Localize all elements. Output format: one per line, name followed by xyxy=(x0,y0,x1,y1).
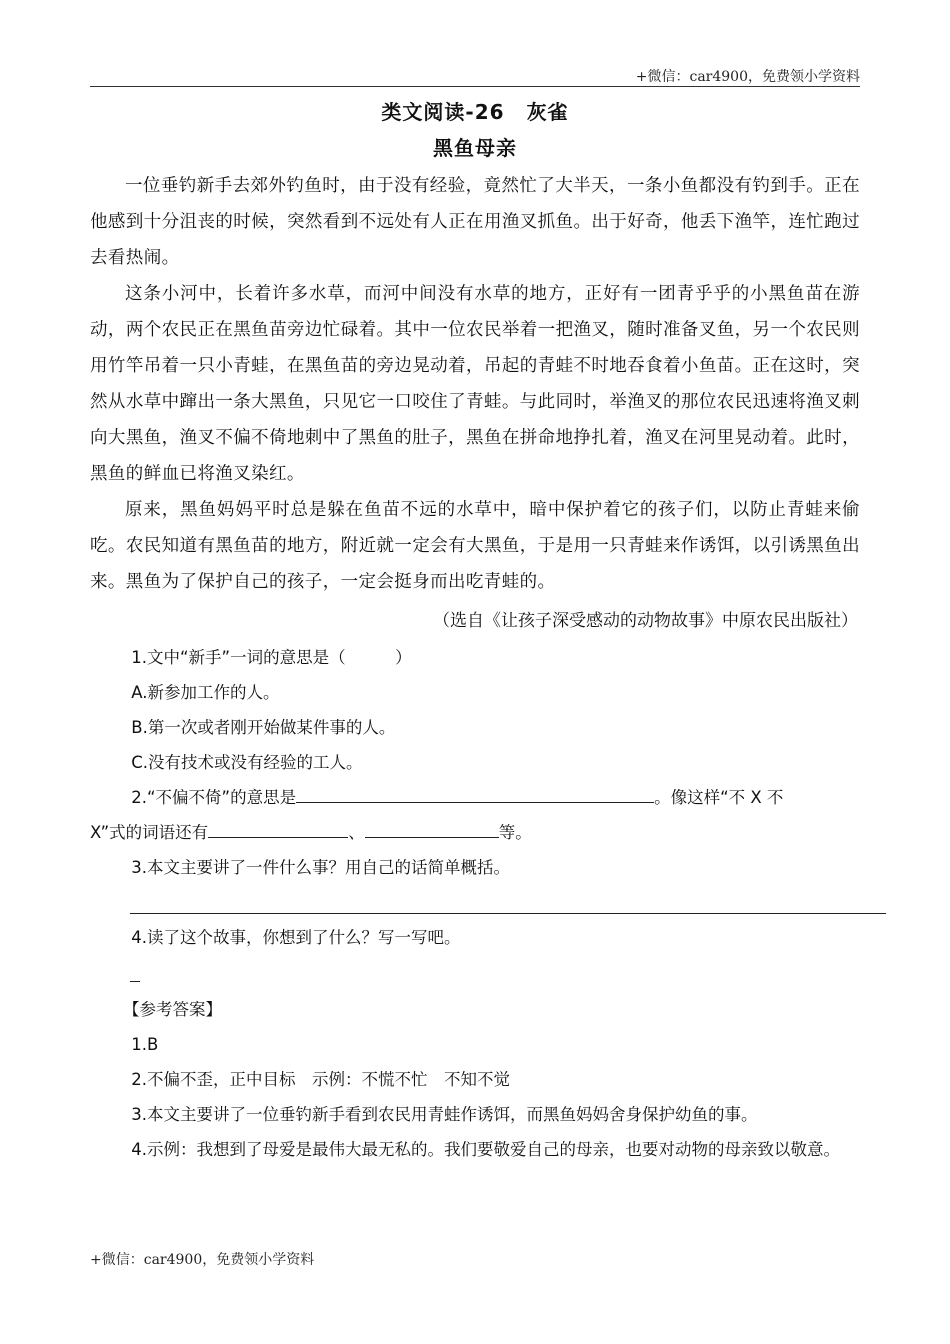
title-main: 类文阅读-26 xyxy=(381,100,505,124)
question-2-text-cont: 。像这样“不 X 不 xyxy=(654,788,784,807)
question-2-end: 等。 xyxy=(498,823,532,842)
answer-4: 4.示例：我想到了母爱是最伟大最无私的。我们要敬爱自己的母亲，也要对动物的母亲致以敬意。 xyxy=(131,1140,840,1159)
story-paragraph: 这条小河中，长着许多水草，而河中间没有水草的地方，正好有一团青乎乎的小黑鱼苗在游动，两个农民正在黑鱼苗旁边忙碌着。其中一位农民举着一把渔叉，随时准备叉鱼，另一个农民则用竹竿吊着一只小青蛙，在黑鱼苗的旁边晃动着，吊起的青蛙不时地吞食着小鱼苗。正在这时，突然从水草中蹿出一条大黑鱼，只见它一口咬住了青蛙。与此同时，举渔叉的那位农民迅速将渔叉刺向大黑鱼，渔叉不偏不倚地刺中了黑鱼的肚子，黑鱼在拼命地挣扎着，渔叉在河里晃动着。此时，黑鱼的鲜血已将渔叉染红。 xyxy=(90,284,860,484)
story-paragraph: 原来，黑鱼妈妈平时总是躲在鱼苗不远的水草中，暗中保护着它的孩子们，以防止青蛙来偷吃。农民知道有黑鱼苗的地方，附近就一定会有大黑鱼，于是用一只青蛙来作诱饵，以引诱黑鱼出来。黑鱼为了保护自己的孩子，一定会挺身而出吃青蛙的。 xyxy=(90,500,860,592)
question-1-option-b: B.第一次或者刚开始做某件事的人。 xyxy=(131,718,396,737)
title-sub: 灰雀 xyxy=(526,100,569,124)
question-4: 4.读了这个故事，你想到了什么？写一写吧。 xyxy=(131,928,461,947)
question-2-line-2 xyxy=(90,815,860,850)
header-watermark-note: +微信：car4900，免费领小学资料 xyxy=(635,69,860,85)
page-title xyxy=(0,96,950,125)
story-source: （选自《让孩子深受感动的动物故事》中原农民出版社） xyxy=(433,611,858,631)
footer-watermark-note: +微信：car4900，免费领小学资料 xyxy=(90,1252,315,1268)
answer-line-q4[interactable] xyxy=(130,955,140,982)
answer-3: 3.本文主要讲了一位垂钓新手看到农民用青蛙作诱饵，而黑鱼妈妈舍身保护幼鱼的事。 xyxy=(131,1105,758,1124)
question-1: 1.文中“新手”一词的意思是（ ） xyxy=(131,648,412,667)
story-body xyxy=(90,168,860,600)
answer-2: 2.不偏不歪，正中目标 示例：不慌不忙 不知不觉 xyxy=(131,1070,510,1089)
answer-blank-meaning[interactable] xyxy=(296,780,654,803)
question-2-separator: 、 xyxy=(348,823,365,842)
story-paragraph: 一位垂钓新手去郊外钓鱼时，由于没有经验，竟然忙了大半天，一条小鱼都没有钓到手。正在他感到十分沮丧的时候，突然看到不远处有人正在用渔叉抓鱼。出于好奇，他丢下渔竿，连忙跑过去看热闹。 xyxy=(90,176,860,268)
question-2-text: 2.“不偏不倚”的意思是 xyxy=(131,788,297,807)
question-3: 3.本文主要讲了一件什么事？用自己的话简单概括。 xyxy=(131,858,510,877)
answers-heading: 【参考答案】 xyxy=(123,1000,222,1019)
question-2-text: X”式的词语还有 xyxy=(90,823,209,842)
story-title: 黑鱼母亲 xyxy=(433,136,517,160)
answer-blank-word-1[interactable] xyxy=(208,815,348,838)
header-divider xyxy=(90,86,860,87)
question-2-line-1 xyxy=(90,780,860,815)
question-1-option-a: A.新参加工作的人。 xyxy=(131,683,280,702)
question-1-option-c: C.没有技术或没有经验的工人。 xyxy=(131,753,363,772)
answer-line-q3[interactable] xyxy=(130,885,886,914)
questions-and-answers xyxy=(90,640,860,1167)
answer-1: 1.B xyxy=(131,1035,159,1054)
answer-blank-word-2[interactable] xyxy=(365,815,499,838)
